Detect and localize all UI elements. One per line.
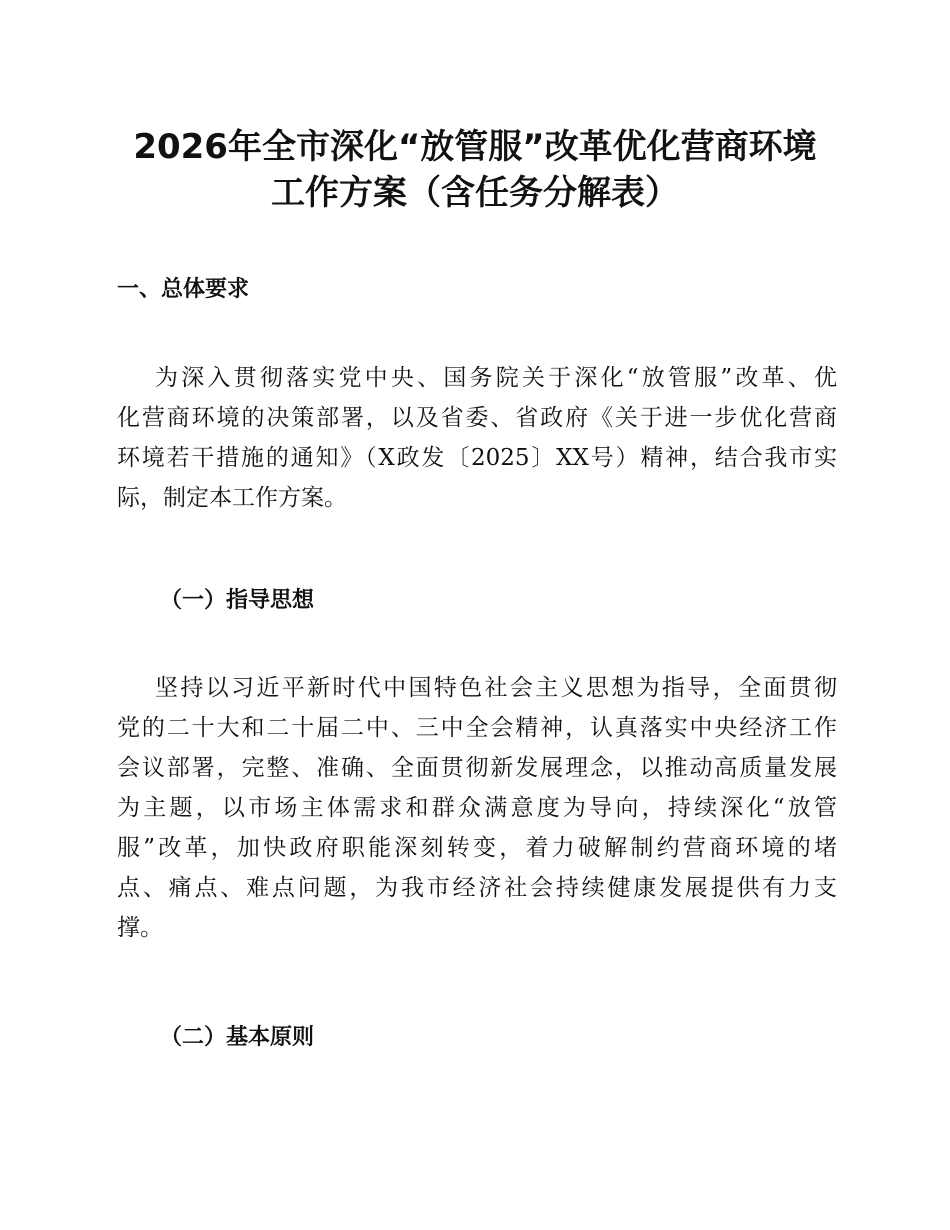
document-title-line-1: 2026年全市深化“放管服”改革优化营商环境 bbox=[133, 127, 817, 167]
paragraph-line: 会议部署，完整、准确、全面贯彻新发展理念，以推动高质量发展 bbox=[117, 755, 837, 781]
paragraph-line: 撑。 bbox=[117, 915, 163, 941]
subsection-heading-guiding-ideology: （一）指导思想 bbox=[160, 588, 315, 613]
paragraph-line: 化营商环境的决策部署，以及省委、省政府《关于进一步优化营商 bbox=[117, 405, 837, 431]
paragraph-line: 服”改革，加快政府职能深刻转变，着力破解制约营商环境的堵 bbox=[117, 835, 837, 861]
paragraph-line: 环境若干措施的通知》（X政发〔2025〕XX号）精神，结合我市实 bbox=[117, 445, 837, 471]
paragraph-line: 点、痛点、难点问题，为我市经济社会持续健康发展提供有力支 bbox=[117, 875, 837, 901]
paragraph-line: 为主题，以市场主体需求和群众满意度为导向，持续深化“放管 bbox=[117, 795, 837, 821]
paragraph-line: 坚持以习近平新时代中国特色社会主义思想为指导，全面贯彻 bbox=[155, 675, 837, 701]
paragraph-line: 为深入贯彻落实党中央、国务院关于深化“放管服”改革、优 bbox=[155, 365, 837, 391]
guiding-ideology-paragraph bbox=[117, 668, 837, 948]
subsection-heading-basic-principles: （二）基本原则 bbox=[160, 1025, 315, 1050]
paragraph-line: 际，制定本工作方案。 bbox=[117, 485, 347, 511]
paragraph-line: 党的二十大和二十届二中、三中全会精神，认真落实中央经济工作 bbox=[117, 715, 837, 741]
section-heading-overall-requirements: 一、总体要求 bbox=[117, 277, 250, 302]
document-title-line-2: 工作方案（含任务分解表） bbox=[271, 173, 679, 213]
intro-paragraph bbox=[117, 358, 837, 518]
